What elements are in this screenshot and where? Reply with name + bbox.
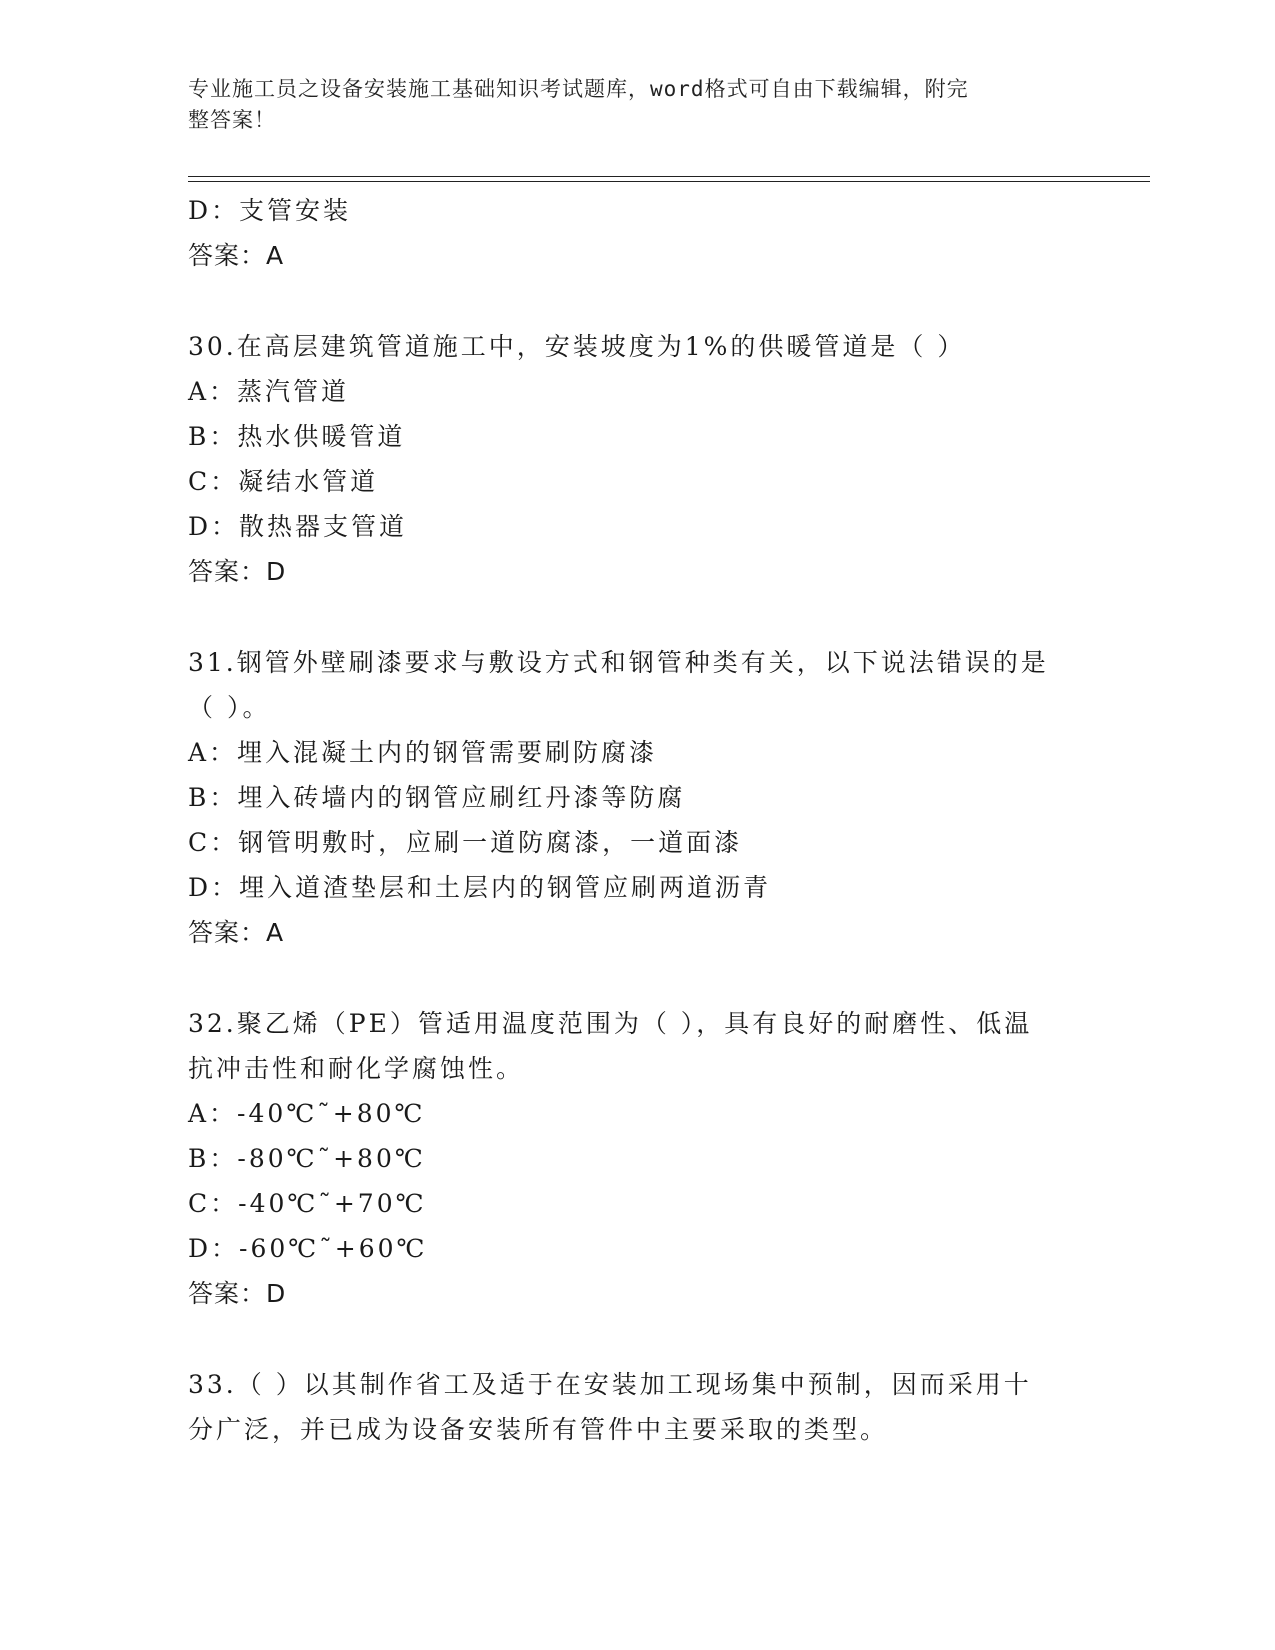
option-c: C：钢管明敷时，应刷一道防腐漆，一道面漆: [188, 828, 743, 857]
answer: 答案：A: [188, 241, 285, 270]
option-c: C：凝结水管道: [188, 467, 379, 496]
header-line-2: 整答案！: [188, 108, 276, 132]
question-list: [188, 188, 1088, 1452]
question-text-line-1: 33.（ ）以其制作省工及适于在安装加工现场集中预制，因而采用十: [188, 1370, 1032, 1399]
question-text-line-1: 32.聚乙烯（PE）管适用温度范围为（ ），具有良好的耐磨性、低温: [188, 1009, 1033, 1038]
page-header: [188, 74, 1068, 136]
question-32: [188, 1001, 1088, 1316]
option-d: D：埋入道渣垫层和土层内的钢管应刷两道沥青: [188, 873, 772, 902]
option-b: B：-80℃˜+80℃: [188, 1144, 426, 1173]
option-d: D：散热器支管道: [188, 512, 408, 541]
answer: 答案：D: [188, 557, 287, 586]
option-d: D：-60℃˜+60℃: [188, 1234, 428, 1263]
header-divider-bottom: [188, 181, 1150, 182]
question-29-tail: [188, 188, 1088, 278]
question-30: [188, 324, 1088, 594]
option-d: D：支管安装: [188, 196, 352, 225]
question-text: 30.在高层建筑管道施工中，安装坡度为1%的供暖管道是（ ）: [188, 332, 966, 361]
answer: 答案：D: [188, 1279, 287, 1308]
option-b: B：埋入砖墙内的钢管应刷红丹漆等防腐: [188, 783, 686, 812]
answer: 答案：A: [188, 918, 285, 947]
header-divider-top: [188, 176, 1150, 177]
option-c: C：-40℃˜+70℃: [188, 1189, 427, 1218]
option-b: B：热水供暖管道: [188, 422, 406, 451]
question-text-line-2: 分广泛，并已成为设备安装所有管件中主要采取的类型。: [188, 1415, 889, 1444]
question-text-line-1: 31.钢管外壁刷漆要求与敷设方式和钢管种类有关，以下说法错误的是: [188, 648, 1049, 677]
option-a: A：-40℃˜+80℃: [188, 1099, 426, 1128]
question-31: [188, 640, 1088, 955]
question-33: [188, 1362, 1088, 1452]
header-line-1: 专业施工员之设备安装施工基础知识考试题库，word格式可自由下载编辑，附完: [188, 77, 969, 101]
question-text-line-2: （ ）。: [188, 693, 271, 722]
question-text-line-2: 抗冲击性和耐化学腐蚀性。: [188, 1054, 525, 1083]
option-a: A：埋入混凝土内的钢管需要刷防腐漆: [188, 738, 658, 767]
option-a: A：蒸汽管道: [188, 377, 350, 406]
